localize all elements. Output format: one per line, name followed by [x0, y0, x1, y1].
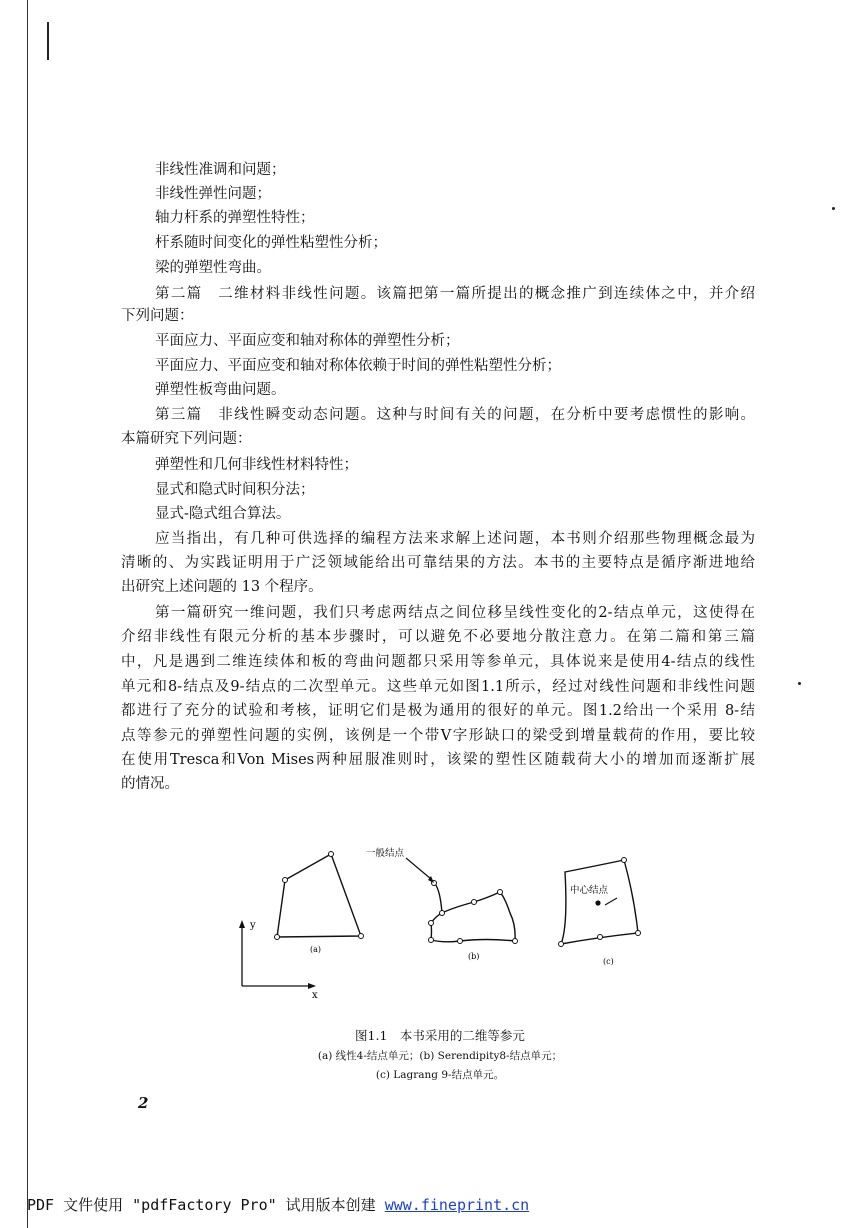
paragraph-line: 出研究上述问题的 13 个程序。 — [121, 579, 323, 595]
node — [636, 931, 641, 936]
list1-item: 轴力杆系的弹塑性特性； — [155, 210, 315, 226]
part3-heading-line: 本篇研究下列问题： — [121, 431, 252, 447]
subfigure-label-b: (b) — [468, 952, 480, 961]
node — [513, 939, 518, 944]
node — [472, 900, 477, 905]
node — [429, 921, 434, 926]
subfigure-label-c: (c) — [603, 957, 614, 966]
subfigure-label-a: (a) — [310, 945, 322, 954]
paragraph-line: 清晰的、为实践证明用于广泛领域能给出可靠结果的方法。本书的主要特点是循序渐进地给 — [121, 555, 755, 571]
element-a-linear-4-node — [277, 854, 361, 937]
figure-caption-title: 图1.1 本书采用的二维等参元 — [355, 1028, 525, 1043]
list3-item: 弹塑性和几何非线性材料特性； — [155, 457, 358, 473]
node — [498, 890, 503, 895]
paragraph-line: 单元和8-结点及9-结点的二次型单元。这些单元如图1.1所示，经过对线性问题和非线性问题 — [121, 679, 755, 695]
paragraph-line: 在使用Tresca和Von Mises两种屈服准则时，该梁的塑性区随载荷大小的增加而逐渐扩展 — [121, 752, 755, 768]
figure-caption-line: (c) Lagrang 9-结点单元。 — [375, 1069, 505, 1081]
paragraph-line: 中，凡是遇到二维连续体和板的弯曲问题都只采用等参单元，具体说来是使用4-结点的线性 — [121, 654, 755, 670]
paragraph-line: 介绍非线性有限元分析的基本步骤时，可以避免不必要地分散注意力。在第二篇和第三篇 — [121, 629, 755, 645]
center-node — [595, 900, 600, 905]
list1-item: 非线性准调和问题； — [155, 162, 286, 178]
x-axis-label: x — [312, 990, 318, 1001]
list2-item: 弹塑性板弯曲问题。 — [155, 382, 286, 398]
center-node-arrow — [605, 898, 617, 905]
figure-caption-line: (a) 线性4-结点单元；(b) Serendipity8-结点单元； — [317, 1050, 563, 1062]
node — [458, 939, 463, 944]
isoparametric-element-figure — [230, 840, 670, 1010]
left-margin-line — [27, 0, 28, 1228]
part3-heading-line: 第三篇 非线性瞬变动态问题。这种与时间有关的问题，在分析中要考虑惯性的影响。 — [155, 407, 755, 423]
node — [283, 878, 288, 883]
list3-item: 显式-隐式组合算法。 — [155, 506, 291, 522]
margin-tick-mark — [47, 22, 49, 60]
list1-item: 杆系随时间变化的弹性粘塑性分析； — [155, 235, 387, 251]
list2-item: 平面应力、平面应变和轴对称体依赖于时间的弹性粘塑性分析； — [155, 358, 561, 374]
paragraph-line: 都进行了充分的试验和考核，证明它们是极为通用的很好的单元。图1.2给出一个采用 8-结 — [121, 703, 755, 719]
general-node-label: 一般结点 — [366, 848, 405, 859]
page-number: 2 — [138, 1094, 149, 1112]
x-axis-arrow — [308, 983, 316, 989]
node — [429, 938, 434, 943]
node — [329, 852, 334, 857]
paragraph-line: 的情况。 — [121, 776, 179, 792]
scan-speck — [798, 682, 801, 685]
node — [440, 911, 445, 916]
paragraph-line: 第一篇研究一维问题，我们只考虑两结点之间位移呈线性变化的2-结点单元，这使得在 — [155, 605, 755, 621]
footer-text: PDF 文件使用 "pdfFactory Pro" 试用版本创建 — [27, 1196, 385, 1214]
paragraph-line: 应当指出，有几种可供选择的编程方法来求解上述问题，本书则介绍那些物理概念最为 — [155, 531, 755, 547]
paragraph-line: 点等参元的弹塑性问题的实例，该例是一个带V字形缺口的梁受到增量载荷的作用，要比较 — [121, 728, 755, 744]
center-node-label: 中心结点 — [570, 885, 609, 896]
y-axis-arrow — [239, 920, 245, 928]
list1-item: 非线性弹性问题； — [155, 186, 271, 202]
node — [559, 942, 564, 947]
general-node-arrow — [406, 858, 431, 879]
node — [359, 934, 364, 939]
node — [598, 935, 603, 940]
list3-item: 显式和隐式时间积分法； — [155, 482, 315, 498]
part2-heading-line: 第二篇 二维材料非线性问题。该篇把第一篇所提出的概念推广到连续体之中，并介绍 — [155, 286, 755, 302]
footer-link[interactable]: www.fineprint.cn — [384, 1196, 530, 1214]
list1-item: 梁的弹塑性弯曲。 — [155, 260, 271, 276]
part2-heading-line: 下列问题： — [121, 308, 194, 324]
node — [275, 935, 280, 940]
y-axis-label: y — [250, 920, 256, 931]
node — [622, 858, 627, 863]
list2-item: 平面应力、平面应变和轴对称体的弹塑性分析； — [155, 333, 460, 349]
pdf-watermark-footer — [27, 1194, 529, 1215]
scan-speck — [832, 207, 835, 210]
